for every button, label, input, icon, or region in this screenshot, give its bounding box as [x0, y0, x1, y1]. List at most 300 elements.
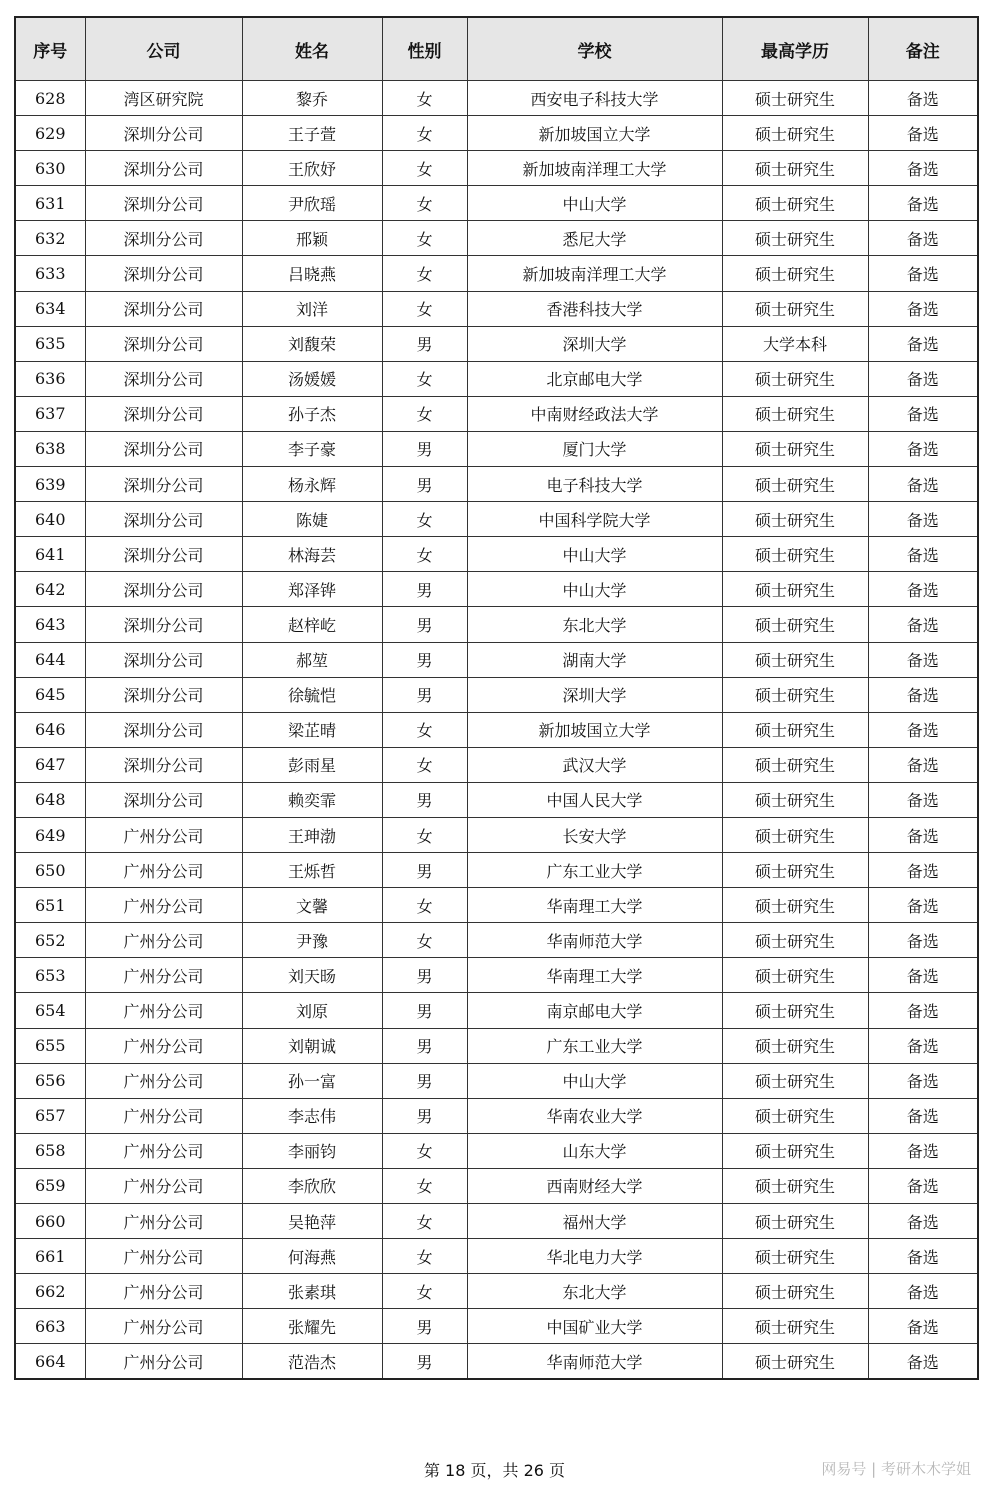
cell-index: 639: [15, 467, 85, 502]
cell-school: 长安大学: [467, 817, 722, 852]
cell-school: 中山大学: [467, 572, 722, 607]
cell-school: 华南理工大学: [467, 888, 722, 923]
page-number: 第 18 页，共 26 页: [423, 1461, 566, 1480]
cell-company: 广州分公司: [85, 1344, 242, 1380]
cell-index: 637: [15, 396, 85, 431]
cell-index: 642: [15, 572, 85, 607]
cell-school: 中国人民大学: [467, 782, 722, 817]
cell-school: 中国矿业大学: [467, 1309, 722, 1344]
cell-school: 华北电力大学: [467, 1239, 722, 1274]
cell-index: 632: [15, 221, 85, 256]
cell-remark: 备选: [868, 817, 978, 852]
cell-index: 651: [15, 888, 85, 923]
cell-gender: 女: [382, 186, 467, 221]
cell-company: 深圳分公司: [85, 677, 242, 712]
cell-company: 广州分公司: [85, 1239, 242, 1274]
cell-degree: 硕士研究生: [722, 1309, 868, 1344]
column-header-index: 序号: [15, 17, 85, 81]
cell-index: 636: [15, 361, 85, 396]
cell-degree: 硕士研究生: [722, 923, 868, 958]
cell-degree: 硕士研究生: [722, 186, 868, 221]
cell-company: 广州分公司: [85, 888, 242, 923]
cell-degree: 硕士研究生: [722, 221, 868, 256]
cell-company: 深圳分公司: [85, 186, 242, 221]
cell-remark: 备选: [868, 1168, 978, 1203]
cell-degree: 硕士研究生: [722, 256, 868, 291]
cell-index: 647: [15, 747, 85, 782]
cell-index: 631: [15, 186, 85, 221]
cell-company: 深圳分公司: [85, 326, 242, 361]
table-row: [15, 1028, 978, 1063]
cell-degree: 硕士研究生: [722, 1028, 868, 1063]
table-row: [15, 186, 978, 221]
cell-remark: 备选: [868, 326, 978, 361]
table-row: [15, 1204, 978, 1239]
table-row: [15, 1344, 978, 1380]
cell-gender: 女: [382, 1168, 467, 1203]
cell-remark: 备选: [868, 1344, 978, 1380]
cell-gender: 女: [382, 1274, 467, 1309]
cell-remark: 备选: [868, 186, 978, 221]
cell-company: 湾区研究院: [85, 81, 242, 116]
table-row: [15, 747, 978, 782]
table-row: [15, 572, 978, 607]
cell-degree: 硕士研究生: [722, 151, 868, 186]
cell-school: 华南师范大学: [467, 923, 722, 958]
cell-school: 中山大学: [467, 537, 722, 572]
cell-gender: 男: [382, 572, 467, 607]
cell-company: 广州分公司: [85, 1168, 242, 1203]
cell-index: 634: [15, 291, 85, 326]
cell-remark: 备选: [868, 1309, 978, 1344]
table-row: [15, 1239, 978, 1274]
cell-degree: 硕士研究生: [722, 572, 868, 607]
cell-name: 杨永辉: [242, 467, 382, 502]
cell-degree: 硕士研究生: [722, 888, 868, 923]
cell-name: 范浩杰: [242, 1344, 382, 1380]
cell-index: 656: [15, 1063, 85, 1098]
cell-index: 662: [15, 1274, 85, 1309]
cell-name: 李子豪: [242, 431, 382, 466]
cell-index: 664: [15, 1344, 85, 1380]
cell-company: 深圳分公司: [85, 116, 242, 151]
cell-school: 武汉大学: [467, 747, 722, 782]
cell-degree: 硕士研究生: [722, 642, 868, 677]
cell-degree: 硕士研究生: [722, 396, 868, 431]
cell-name: 刘朝诚: [242, 1028, 382, 1063]
cell-name: 尹豫: [242, 923, 382, 958]
cell-school: 东北大学: [467, 607, 722, 642]
cell-name: 郝堃: [242, 642, 382, 677]
cell-remark: 备选: [868, 1204, 978, 1239]
cell-name: 李丽钧: [242, 1133, 382, 1168]
cell-index: 660: [15, 1204, 85, 1239]
column-header-name: 姓名: [242, 17, 382, 81]
cell-gender: 男: [382, 431, 467, 466]
cell-school: 山东大学: [467, 1133, 722, 1168]
cell-company: 广州分公司: [85, 1063, 242, 1098]
cell-gender: 女: [382, 361, 467, 396]
cell-school: 香港科技大学: [467, 291, 722, 326]
table-row: [15, 923, 978, 958]
cell-gender: 女: [382, 502, 467, 537]
cell-degree: 硕士研究生: [722, 1274, 868, 1309]
cell-company: 深圳分公司: [85, 642, 242, 677]
cell-name: 赖奕霏: [242, 782, 382, 817]
cell-name: 赵梓屹: [242, 607, 382, 642]
cell-remark: 备选: [868, 1239, 978, 1274]
cell-name: 彭雨星: [242, 747, 382, 782]
cell-company: 深圳分公司: [85, 782, 242, 817]
cell-school: 中国科学院大学: [467, 502, 722, 537]
cell-degree: 大学本科: [722, 326, 868, 361]
cell-remark: 备选: [868, 116, 978, 151]
cell-gender: 男: [382, 467, 467, 502]
table-row: [15, 291, 978, 326]
cell-remark: 备选: [868, 221, 978, 256]
cell-remark: 备选: [868, 747, 978, 782]
cell-remark: 备选: [868, 853, 978, 888]
cell-school: 南京邮电大学: [467, 993, 722, 1028]
cell-index: 643: [15, 607, 85, 642]
table-row: [15, 221, 978, 256]
cell-remark: 备选: [868, 888, 978, 923]
header-row: [15, 17, 978, 81]
cell-company: 深圳分公司: [85, 221, 242, 256]
cell-index: 653: [15, 958, 85, 993]
cell-gender: 男: [382, 1344, 467, 1380]
cell-remark: 备选: [868, 923, 978, 958]
cell-name: 刘馥荣: [242, 326, 382, 361]
cell-gender: 女: [382, 81, 467, 116]
cell-school: 深圳大学: [467, 326, 722, 361]
cell-degree: 硕士研究生: [722, 1239, 868, 1274]
cell-index: 650: [15, 853, 85, 888]
table-row: [15, 326, 978, 361]
table-row: [15, 256, 978, 291]
table-row: [15, 993, 978, 1028]
cell-index: 657: [15, 1098, 85, 1133]
cell-company: 广州分公司: [85, 1028, 242, 1063]
cell-name: 徐毓恺: [242, 677, 382, 712]
cell-gender: 男: [382, 1028, 467, 1063]
cell-degree: 硕士研究生: [722, 502, 868, 537]
cell-index: 638: [15, 431, 85, 466]
cell-degree: 硕士研究生: [722, 116, 868, 151]
cell-degree: 硕士研究生: [722, 817, 868, 852]
cell-remark: 备选: [868, 502, 978, 537]
cell-gender: 女: [382, 537, 467, 572]
cell-company: 广州分公司: [85, 1309, 242, 1344]
cell-school: 新加坡国立大学: [467, 712, 722, 747]
table-row: [15, 853, 978, 888]
cell-company: 深圳分公司: [85, 396, 242, 431]
cell-degree: 硕士研究生: [722, 1133, 868, 1168]
cell-index: 640: [15, 502, 85, 537]
table-row: [15, 817, 978, 852]
cell-gender: 男: [382, 853, 467, 888]
cell-company: 深圳分公司: [85, 712, 242, 747]
cell-index: 659: [15, 1168, 85, 1203]
cell-school: 福州大学: [467, 1204, 722, 1239]
table-row: [15, 467, 978, 502]
cell-index: 661: [15, 1239, 85, 1274]
cell-index: 646: [15, 712, 85, 747]
table-row: [15, 677, 978, 712]
cell-degree: 硕士研究生: [722, 361, 868, 396]
cell-company: 深圳分公司: [85, 467, 242, 502]
cell-gender: 男: [382, 782, 467, 817]
cell-name: 李志伟: [242, 1098, 382, 1133]
cell-remark: 备选: [868, 467, 978, 502]
cell-school: 中南财经政法大学: [467, 396, 722, 431]
cell-school: 西南财经大学: [467, 1168, 722, 1203]
cell-index: 630: [15, 151, 85, 186]
cell-remark: 备选: [868, 712, 978, 747]
cell-gender: 男: [382, 326, 467, 361]
cell-degree: 硕士研究生: [722, 537, 868, 572]
cell-gender: 男: [382, 1098, 467, 1133]
cell-name: 吴艳萍: [242, 1204, 382, 1239]
cell-school: 广东工业大学: [467, 853, 722, 888]
cell-degree: 硕士研究生: [722, 958, 868, 993]
cell-name: 梁芷晴: [242, 712, 382, 747]
cell-degree: 硕士研究生: [722, 81, 868, 116]
cell-school: 新加坡南洋理工大学: [467, 151, 722, 186]
cell-company: 深圳分公司: [85, 747, 242, 782]
cell-index: 644: [15, 642, 85, 677]
cell-gender: 男: [382, 677, 467, 712]
cell-remark: 备选: [868, 1133, 978, 1168]
cell-name: 黎乔: [242, 81, 382, 116]
cell-gender: 女: [382, 396, 467, 431]
cell-index: 652: [15, 923, 85, 958]
cell-gender: 男: [382, 993, 467, 1028]
cell-degree: 硕士研究生: [722, 853, 868, 888]
cell-index: 628: [15, 81, 85, 116]
cell-name: 孙子杰: [242, 396, 382, 431]
cell-name: 张耀先: [242, 1309, 382, 1344]
cell-name: 文馨: [242, 888, 382, 923]
cell-gender: 女: [382, 1204, 467, 1239]
cell-school: 中山大学: [467, 186, 722, 221]
cell-degree: 硕士研究生: [722, 993, 868, 1028]
table-row: [15, 361, 978, 396]
cell-index: 641: [15, 537, 85, 572]
cell-school: 湖南大学: [467, 642, 722, 677]
cell-name: 刘原: [242, 993, 382, 1028]
cell-degree: 硕士研究生: [722, 1063, 868, 1098]
cell-remark: 备选: [868, 1028, 978, 1063]
table-row: [15, 151, 978, 186]
table-body: [15, 81, 978, 1380]
table-row: [15, 1133, 978, 1168]
table-row: [15, 1098, 978, 1133]
column-header-degree: 最高学历: [722, 17, 868, 81]
table-header: [15, 17, 978, 81]
column-header-remark: 备注: [868, 17, 978, 81]
cell-gender: 女: [382, 256, 467, 291]
roster-table: [14, 16, 979, 1380]
table-row: [15, 958, 978, 993]
cell-company: 广州分公司: [85, 958, 242, 993]
cell-school: 华南师范大学: [467, 1344, 722, 1380]
table-row: [15, 1309, 978, 1344]
table-row: [15, 431, 978, 466]
cell-degree: 硕士研究生: [722, 677, 868, 712]
cell-gender: 女: [382, 888, 467, 923]
cell-company: 深圳分公司: [85, 361, 242, 396]
cell-school: 广东工业大学: [467, 1028, 722, 1063]
table-row: [15, 888, 978, 923]
cell-degree: 硕士研究生: [722, 467, 868, 502]
cell-school: 新加坡国立大学: [467, 116, 722, 151]
table-row: [15, 1274, 978, 1309]
cell-gender: 女: [382, 116, 467, 151]
cell-degree: 硕士研究生: [722, 291, 868, 326]
table-row: [15, 1168, 978, 1203]
cell-gender: 女: [382, 291, 467, 326]
cell-school: 华南理工大学: [467, 958, 722, 993]
cell-remark: 备选: [868, 396, 978, 431]
cell-gender: 女: [382, 151, 467, 186]
cell-company: 广州分公司: [85, 853, 242, 888]
cell-name: 郑泽铧: [242, 572, 382, 607]
cell-remark: 备选: [868, 993, 978, 1028]
cell-school: 厦门大学: [467, 431, 722, 466]
cell-index: 635: [15, 326, 85, 361]
table-row: [15, 81, 978, 116]
table-row: [15, 396, 978, 431]
cell-degree: 硕士研究生: [722, 712, 868, 747]
cell-company: 广州分公司: [85, 1274, 242, 1309]
table-row: [15, 502, 978, 537]
cell-name: 王欣妤: [242, 151, 382, 186]
cell-degree: 硕士研究生: [722, 431, 868, 466]
cell-company: 广州分公司: [85, 1204, 242, 1239]
cell-name: 王烁哲: [242, 853, 382, 888]
cell-name: 孙一富: [242, 1063, 382, 1098]
cell-index: 655: [15, 1028, 85, 1063]
cell-remark: 备选: [868, 81, 978, 116]
table-row: [15, 782, 978, 817]
cell-company: 深圳分公司: [85, 537, 242, 572]
cell-remark: 备选: [868, 572, 978, 607]
cell-index: 658: [15, 1133, 85, 1168]
cell-index: 645: [15, 677, 85, 712]
column-header-school: 学校: [467, 17, 722, 81]
table-row: [15, 116, 978, 151]
cell-index: 654: [15, 993, 85, 1028]
cell-name: 吕晓燕: [242, 256, 382, 291]
cell-remark: 备选: [868, 1063, 978, 1098]
cell-school: 电子科技大学: [467, 467, 722, 502]
table-row: [15, 642, 978, 677]
cell-company: 广州分公司: [85, 1133, 242, 1168]
cell-gender: 女: [382, 1239, 467, 1274]
cell-school: 新加坡南洋理工大学: [467, 256, 722, 291]
cell-degree: 硕士研究生: [722, 782, 868, 817]
cell-remark: 备选: [868, 1274, 978, 1309]
cell-gender: 女: [382, 221, 467, 256]
cell-name: 王子萱: [242, 116, 382, 151]
cell-company: 广州分公司: [85, 993, 242, 1028]
cell-remark: 备选: [868, 431, 978, 466]
cell-degree: 硕士研究生: [722, 607, 868, 642]
cell-name: 李欣欣: [242, 1168, 382, 1203]
cell-school: 中山大学: [467, 1063, 722, 1098]
cell-school: 西安电子科技大学: [467, 81, 722, 116]
cell-school: 深圳大学: [467, 677, 722, 712]
cell-remark: 备选: [868, 607, 978, 642]
table-row: [15, 712, 978, 747]
cell-gender: 女: [382, 747, 467, 782]
cell-company: 深圳分公司: [85, 151, 242, 186]
cell-company: 广州分公司: [85, 1098, 242, 1133]
cell-index: 648: [15, 782, 85, 817]
cell-school: 东北大学: [467, 1274, 722, 1309]
cell-name: 张素琪: [242, 1274, 382, 1309]
cell-index: 633: [15, 256, 85, 291]
cell-name: 陈婕: [242, 502, 382, 537]
cell-name: 王珅渤: [242, 817, 382, 852]
cell-name: 林海芸: [242, 537, 382, 572]
cell-remark: 备选: [868, 782, 978, 817]
cell-remark: 备选: [868, 537, 978, 572]
cell-index: 629: [15, 116, 85, 151]
column-header-company: 公司: [85, 17, 242, 81]
cell-school: 华南农业大学: [467, 1098, 722, 1133]
cell-degree: 硕士研究生: [722, 1204, 868, 1239]
cell-remark: 备选: [868, 677, 978, 712]
cell-gender: 女: [382, 1133, 467, 1168]
cell-school: 北京邮电大学: [467, 361, 722, 396]
cell-degree: 硕士研究生: [722, 1098, 868, 1133]
cell-name: 刘洋: [242, 291, 382, 326]
cell-gender: 女: [382, 923, 467, 958]
cell-degree: 硕士研究生: [722, 1344, 868, 1380]
cell-company: 深圳分公司: [85, 291, 242, 326]
cell-company: 广州分公司: [85, 923, 242, 958]
cell-company: 深圳分公司: [85, 607, 242, 642]
cell-gender: 男: [382, 607, 467, 642]
cell-remark: 备选: [868, 361, 978, 396]
cell-remark: 备选: [868, 642, 978, 677]
cell-remark: 备选: [868, 958, 978, 993]
table-row: [15, 537, 978, 572]
table-row: [15, 607, 978, 642]
cell-name: 邢颖: [242, 221, 382, 256]
cell-remark: 备选: [868, 291, 978, 326]
cell-gender: 男: [382, 642, 467, 677]
cell-index: 649: [15, 817, 85, 852]
cell-company: 深圳分公司: [85, 431, 242, 466]
table-row: [15, 1063, 978, 1098]
cell-degree: 硕士研究生: [722, 1168, 868, 1203]
cell-company: 深圳分公司: [85, 572, 242, 607]
cell-name: 何海燕: [242, 1239, 382, 1274]
cell-remark: 备选: [868, 151, 978, 186]
cell-gender: 女: [382, 712, 467, 747]
cell-remark: 备选: [868, 1098, 978, 1133]
watermark: 网易号 | 考研木木学姐: [821, 1460, 971, 1478]
column-header-gender: 性别: [382, 17, 467, 81]
cell-gender: 男: [382, 1309, 467, 1344]
cell-name: 汤媛媛: [242, 361, 382, 396]
cell-company: 深圳分公司: [85, 502, 242, 537]
cell-index: 663: [15, 1309, 85, 1344]
cell-company: 深圳分公司: [85, 256, 242, 291]
